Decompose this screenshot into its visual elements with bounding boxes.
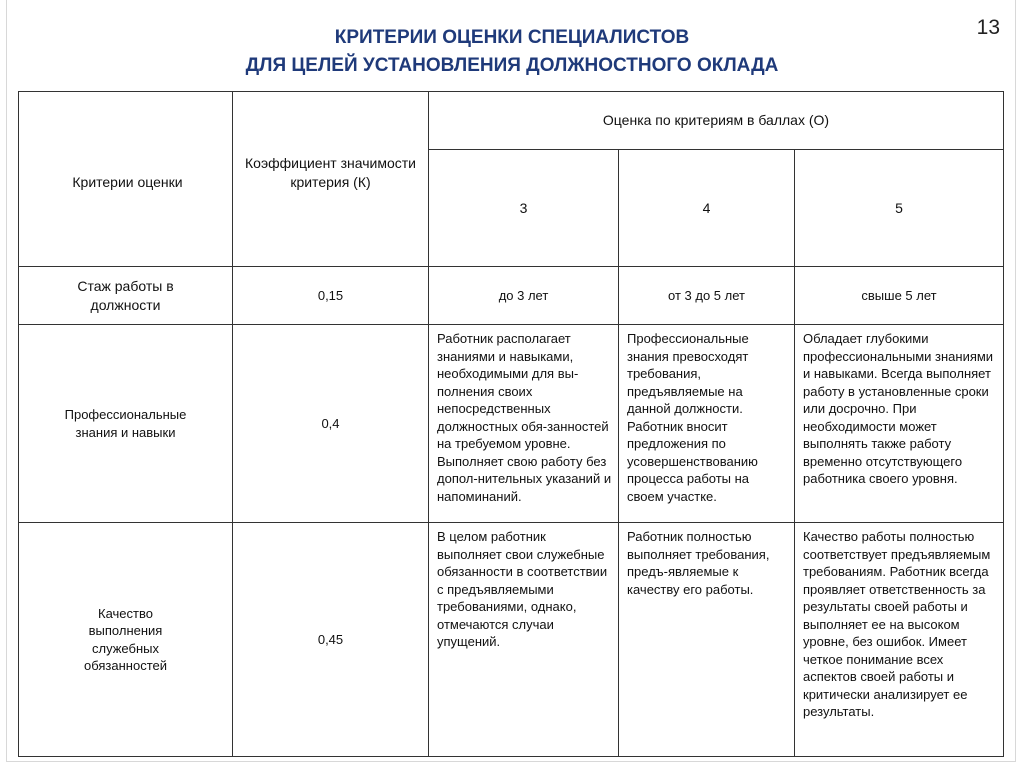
header-coefficient	[233, 92, 429, 267]
row-score-3: Работник располагает знаниями и навыками, необходимыми для вы-полнения своих непосредственных должностных обя-занностей на требуемом уровне. Выполняет свою работу без допол-нительных указаний и напоминаний.	[429, 325, 619, 523]
header-score-group	[429, 92, 1004, 150]
row-score-5: Обладает глубокими профессиональными знаниями и навыками. Всегда выполняет работу в установленные сроки или досрочно. При необходимости может выполнять также работу временно отсутствующего работника своего уровня.	[795, 325, 1004, 523]
header-score-5	[795, 150, 1004, 267]
row-score-4: Работник полностью выполняет требования, предъ-являемые к качеству его работы.	[619, 523, 795, 757]
row-coefficient: 0,15	[233, 267, 429, 325]
row-score-5: свыше 5 лет	[795, 267, 1004, 325]
row-score-4: Профессиональные знания превосходят требования, предъявляемые на данной должности. Работник вносит предложения по усовершенствованию процесса работы на своем участке.	[619, 325, 795, 523]
header-criteria-label: Критерии оценки	[72, 173, 183, 190]
criteria-table	[18, 91, 1004, 757]
header-score-3	[429, 150, 619, 267]
row-score-5: Качество работы полностью соответствует предъявляемым требованиям. Работник всегда проявляет ответственность за результаты своей работы и выполняет ее на высоком уровне, без ошибок. Имеет четкое понимание всех аспектов своей работы и критически анализирует ее результаты.	[795, 523, 1004, 757]
row-score-4: от 3 до 5 лет	[619, 267, 795, 325]
table-row	[19, 523, 1004, 757]
table-header-row	[19, 92, 1004, 150]
header-coefficient-label: Коэффициент значимости критерия (К)	[245, 155, 416, 190]
header-score-group-label: Оценка по критериям в баллах (О)	[602, 112, 830, 128]
row-criterion	[19, 267, 233, 325]
header-score-4-label: 4	[702, 199, 711, 216]
row-criterion-label: Качество выполнения служебных обязанностей	[83, 605, 167, 673]
table-row	[19, 267, 1004, 325]
table-row	[19, 325, 1004, 523]
row-score-3: до 3 лет	[429, 267, 619, 325]
row-criterion-label: Стаж работы в должности	[77, 277, 174, 313]
header-criteria	[19, 92, 233, 267]
header-score-5-label: 5	[895, 199, 903, 216]
header-score-3-label: 3	[519, 199, 528, 216]
title-line-2: ДЛЯ ЦЕЛЕЙ УСТАНОВЛЕНИЯ ДОЛЖНОСТНОГО ОКЛАДА	[245, 55, 779, 76]
page-title	[0, 24, 1024, 80]
title-line-1: КРИТЕРИИ ОЦЕНКИ СПЕЦИАЛИСТОВ	[334, 27, 690, 48]
row-criterion	[19, 325, 233, 523]
header-score-4	[619, 150, 795, 267]
row-score-3: В целом работник выполняет свои служебные обязанности в соответствии с предъявляемыми требованиями, однако, отмечаются случаи упущений.	[429, 523, 619, 757]
row-coefficient: 0,4	[233, 325, 429, 523]
row-criterion	[19, 523, 233, 757]
row-criterion-label: Профессиональные знания и навыки	[64, 407, 187, 440]
row-coefficient: 0,45	[233, 523, 429, 757]
page-number: 13	[976, 16, 1000, 39]
